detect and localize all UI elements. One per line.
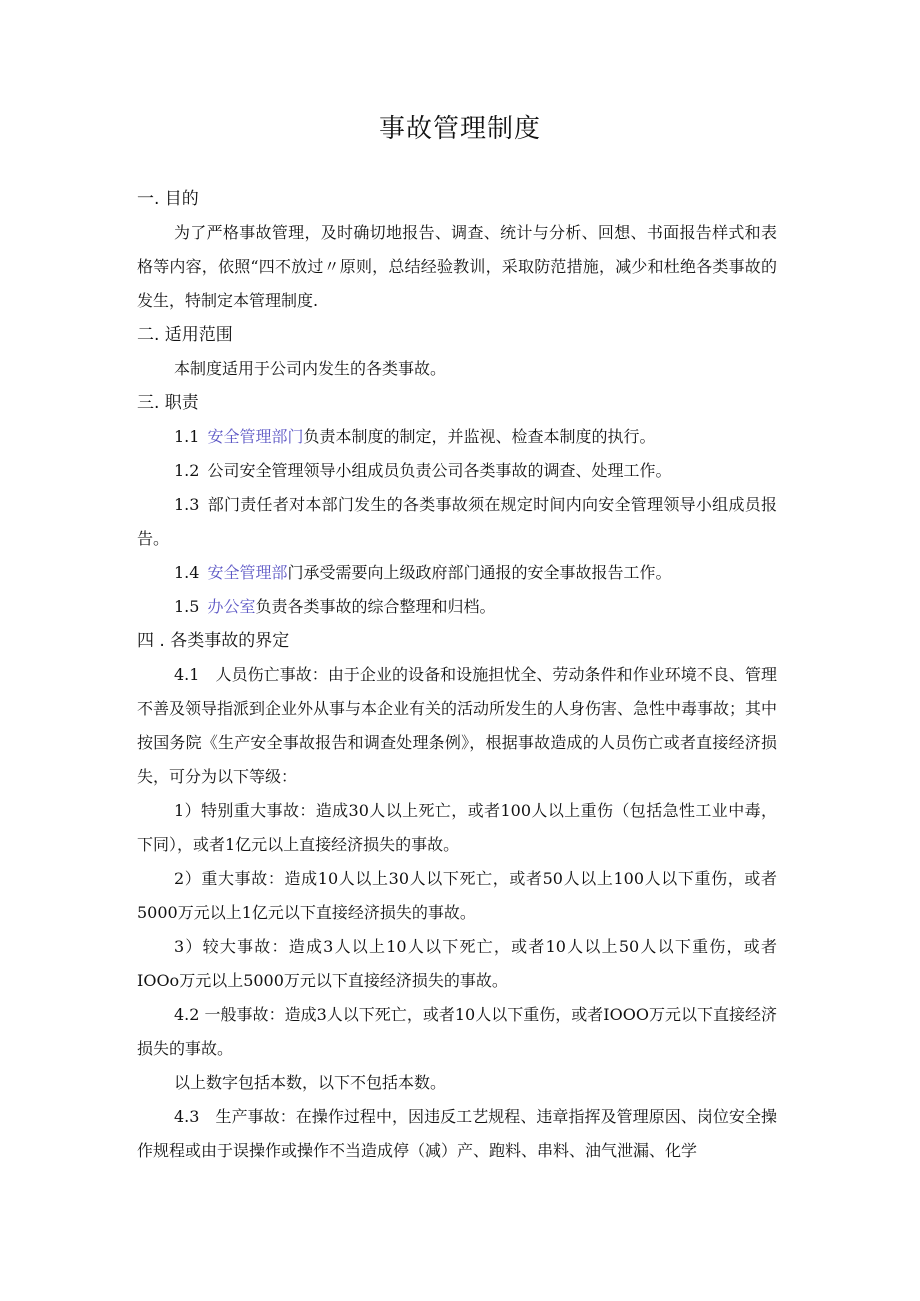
duty-text: 负责本制度的制定，并监视、检查本制度的执行。: [303, 427, 656, 446]
section-heading-definitions: 四 . 各类事故的界定: [137, 631, 290, 651]
duty-number: 1.1: [174, 427, 200, 446]
paragraph-4-2: 4.2 一般事故：造成3人以下死亡，或者10人以下重伤，或者IOOO万元以下直接经济损失的事故。: [137, 1005, 777, 1058]
duty-number: 1.4: [174, 563, 200, 582]
level-item-1: 1）特别重大事故：造成30人以上死亡，或者100人以上重伤（包括急性工业中毒，下同），或者1亿元以上直接经济损失的事故。: [137, 801, 777, 854]
duty-item: [137, 420, 777, 454]
duty-text: 负责各类事故的综合整理和归档。: [255, 597, 496, 616]
paragraph-purpose: 为了严格事故管理，及时确切地报告、调查、统计与分析、回想、书面报告样式和表格等内容，依照“四不放过〃原则，总结经验教训，采取防范措施，减少和杜绝各类事故的发生，特制定本管理制度.: [137, 223, 777, 310]
duty-text: 门承受需要向上级政府部门通报的安全事故报告工作。: [287, 563, 672, 582]
safety-dept-link-2[interactable]: 安全管理部: [207, 563, 288, 582]
duty-text: 公司安全管理领导小组成员负责公司各类事故的调查、处理工作。: [207, 461, 672, 480]
section-heading-scope: 二. 适用范围: [137, 325, 233, 345]
page-title: 事故管理制度: [378, 114, 541, 144]
safety-dept-link[interactable]: 安全管理部门: [207, 427, 304, 446]
duty-text: 部门责任者对本部门发生的各类事故须在规定时间内向安全管理领导小组成员报告。: [137, 495, 777, 548]
paragraph-scope: 本制度适用于公司内发生的各类事故。: [174, 359, 447, 378]
duty-number: 1.3: [174, 495, 200, 514]
paragraph-4-1: 4.1 人员伤亡事故：由于企业的设备和设施担忧全、劳动条件和作业环境不良、管理不善及领导指派到企业外从事与本企业有关的活动所发生的人身伤害、急性中毒事故；其中按国务院《生产安全事故报告和调查处理条例》，根据事故造成的人员伤亡或者直接经济损失，可分为以下等级：: [137, 665, 778, 786]
duty-item: [137, 556, 777, 590]
duty-item: [137, 488, 777, 556]
level-item-2: 2）重大事故：造成10人以上30人以下死亡，或者50人以上100人以下重伤，或者5000万元以上1亿元以下直接经济损失的事故。: [137, 869, 777, 922]
duty-item: [137, 454, 777, 488]
duty-number: 1.2: [174, 461, 200, 480]
duty-item: [137, 590, 777, 624]
duty-number: 1.5: [174, 597, 200, 616]
paragraph-4-3: 4.3 生产事故：在操作过程中，因违反工艺规程、违章指挥及管理原因、岗位安全操作规程或由于误操作或操作不当造成停（减）产、跑料、串料、油气泄漏、化学: [137, 1107, 777, 1160]
office-link[interactable]: 办公室: [207, 597, 256, 616]
level-item-3: 3）较大事故：造成3人以上10人以下死亡，或者10人以上50人以下重伤，或者IOOo万元以上5000万元以下直接经济损失的事故。: [137, 937, 777, 990]
section-heading-duties: 三. 职责: [137, 393, 199, 413]
document-body: [137, 182, 777, 1168]
section-heading-purpose: 一. 目的: [137, 189, 199, 209]
paragraph-note: 以上数字包括本数，以下不包括本数。: [174, 1073, 447, 1092]
